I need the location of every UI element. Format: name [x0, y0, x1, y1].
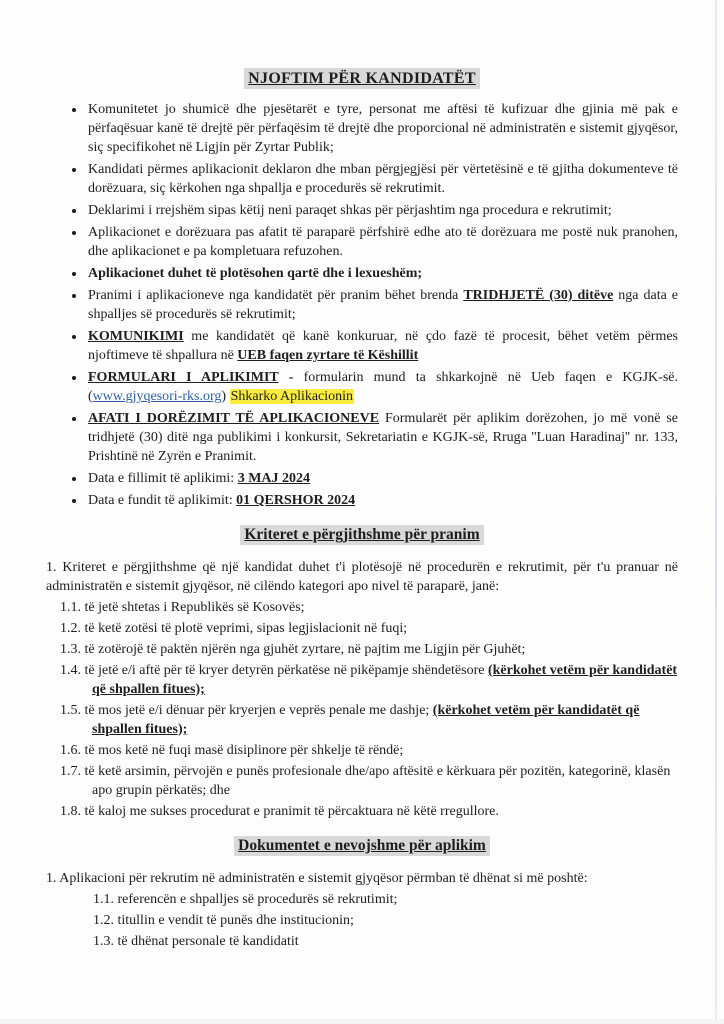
- item-number: 1.3.: [60, 642, 85, 657]
- text-segment: të jetë e/i aftë për të kryer detyrën përkatëse në pikëpamje shëndetësore: [84, 663, 488, 678]
- notice-bullet-item: [86, 368, 678, 406]
- text-segment: me kandidatët që kanë konkuruar, në çdo fazë të procesit, bëhet vetëm përmes njoftimeve të shpallura në: [88, 329, 678, 363]
- notice-bullet-item: [86, 491, 678, 510]
- scan-edge-line: [715, 0, 717, 1024]
- text-segment: të ketë arsimin, përvojën e punës profesionale dhe/apo aftësitë e kërkuara për pozitën, kategorinë, klasën apo grupin përkatës; dhe: [84, 764, 671, 798]
- text-segment: nga data e shpalljes së procedurës së rekrutimit;: [88, 288, 679, 322]
- text-segment: ): [221, 389, 230, 404]
- item-number: 1.1.: [93, 892, 118, 907]
- text-segment: FORMULARI I APLIKIMIT: [88, 370, 279, 385]
- notice-bullet-item: [86, 469, 678, 488]
- text-segment: të mos ketë në fuqi masë disiplinore për shkelje të rëndë;: [84, 743, 404, 758]
- numbered-item: [46, 932, 678, 951]
- numbered-item: [46, 598, 678, 617]
- text-segment: -: [278, 370, 304, 385]
- text-segment: 3 MAJ 2024: [237, 471, 311, 486]
- text-segment: referencën e shpalljes së procedurës së rekrutimit;: [117, 892, 398, 907]
- text-segment: të mos jetë e/i dënuar për kryerjen e veprës penale me dashje;: [84, 703, 433, 718]
- document-title: NJOFTIM PËR KANDIDATËT: [244, 68, 480, 89]
- item-number: 1.2.: [93, 913, 118, 928]
- text-segment: titullin e vendit të punës dhe institucionin;: [117, 913, 354, 928]
- numbered-item: [46, 741, 678, 760]
- text-segment: Aplikacionet e dorëzuara pas afatit të paraparë përfshirë edhe ato të dorëzuara me postë nuk pranohen, dhe aplikacionet e pa kompletuara refuzohen.: [88, 225, 678, 259]
- text-segment: të dhënat personale të kandidatit: [117, 934, 299, 949]
- numbered-item: [46, 802, 678, 821]
- section-heading-row: [46, 836, 678, 856]
- item-number: 1.8.: [60, 804, 85, 819]
- item-number: 1.2.: [60, 621, 85, 636]
- section-required-documents: [46, 836, 678, 951]
- website-link[interactable]: www.gjyqesori-rks.org: [92, 389, 222, 404]
- text-segment: të zotërojë të paktën njërën nga gjuhët zyrtare, në pajtim me Ligjin për Gjuhët;: [84, 642, 526, 657]
- text-segment: Komunitetet jo shumicë dhe pjesëtarët e tyre, personat me aftësi të kufizuar dhe gjinia më pak e përfaqësuar kanë të drejtë për përfaqësim të drejtë dhe proporcional në administratën e sistemit gjyqësor, siç specifikohet në Ligjin për Zyrtar Publik;: [88, 102, 678, 155]
- numbered-item: [46, 701, 678, 739]
- item-number: 1.3.: [93, 934, 118, 949]
- section-intro: 1. Aplikacioni për rekrutim në administratën e sistemit gjyqësor përmban të dhënat si më poshtë:: [46, 871, 588, 886]
- text-segment: Formularët për aplikim dorëzohen, jo më vonë se tridhjetë (30) ditë nga publikimi i konkursit, Sekretariatin e KGJK-së, Rruga ''Luan Haradinaj'' nr. 133, Prishtinë në Zyrën e Pranimit.: [88, 411, 678, 464]
- section-intro: 1. Kriteret e përgjithshme që një kandidat duhet t'i plotësojë në procedurën e rekrutimit, për t'u pranuar në administratën e sistemit gjyqësor, në cilëndo kategori apo nivel të paraparë, janë:: [46, 560, 678, 594]
- section-heading: Kriteret e përgjithshme për pranim: [240, 525, 483, 545]
- numbered-item: [46, 911, 678, 930]
- text-segment: Data e fundit të aplikimit:: [88, 493, 237, 508]
- text-segment: Data e fillimit të aplikimi:: [88, 471, 238, 486]
- notice-bullet-item: [86, 286, 678, 324]
- notice-bullet-item: [86, 160, 678, 198]
- text-segment: KOMUNIKIMI: [88, 329, 184, 344]
- numbered-item: [46, 640, 678, 659]
- section-item-list: [46, 890, 678, 951]
- numbered-item: [46, 619, 678, 638]
- notice-bullet-item: [86, 409, 678, 466]
- text-segment: të ketë zotësi të plotë veprimi, sipas legjislacionit në fuqi;: [84, 621, 408, 636]
- notice-bullet-item: [86, 264, 678, 283]
- notice-bullet-item: [86, 327, 678, 365]
- scan-bottom-shadow: [0, 1019, 724, 1024]
- numbered-item: [46, 762, 678, 800]
- text-segment: Aplikacionet duhet të plotësohen qartë dhe i lexueshëm;: [88, 266, 423, 281]
- numbered-item: [46, 661, 678, 699]
- text-segment: TRIDHJETË (30) ditëve: [463, 288, 614, 303]
- section-heading-row: [46, 525, 678, 545]
- text-segment: UEB faqen zyrtare të Këshillit: [237, 348, 419, 363]
- download-application-link[interactable]: Shkarko Aplikacionin: [230, 389, 354, 404]
- item-number: 1.7.: [60, 764, 85, 779]
- item-number: 1.5.: [60, 703, 85, 718]
- item-number: 1.4.: [60, 663, 85, 678]
- numbered-item: [46, 890, 678, 909]
- text-segment: të kaloj me sukses procedurat e pranimit të përcaktuara në këtë rregullore.: [84, 804, 499, 819]
- text-segment: Pranimi i aplikacioneve nga kandidatët për pranim bëhet brenda: [88, 288, 464, 303]
- text-segment: (kërkohet vetëm për kandidatët që shpallen fitues);: [92, 663, 678, 697]
- section-general-criteria: [46, 525, 678, 821]
- notice-bullet-item: [86, 223, 678, 261]
- text-segment: të jetë shtetas i Republikës së Kosovës;: [84, 600, 305, 615]
- item-number: 1.6.: [60, 743, 85, 758]
- notice-bullet-list: [46, 100, 678, 510]
- text-segment: Kandidati përmes aplikacionit deklaron dhe mban përgjegjësi për vërtetësinë e të gjitha dokumenteve të dorëzuara, siç kërkohen nga shpallja e procedurës së rekrutimit.: [88, 162, 678, 196]
- notice-bullet-item: [86, 201, 678, 220]
- item-number: 1.1.: [60, 600, 85, 615]
- notice-bullet-item: [86, 100, 678, 157]
- text-segment: formularin mund ta shkarkojnë në Ueb faqen e KGJK-së. (: [88, 370, 678, 404]
- section-heading: Dokumentet e nevojshme për aplikim: [234, 836, 490, 856]
- text-segment: AFATI I DORËZIMIT TË APLIKACIONEVE: [88, 411, 380, 426]
- section-item-list: [46, 598, 678, 821]
- text-segment: (kërkohet vetëm për kandidatët që shpallen fitues);: [92, 703, 640, 737]
- text-segment: Deklarimi i rrejshëm sipas këtij neni paraqet shkas për përjashtim nga procedura e rekrutimit;: [88, 203, 612, 218]
- text-segment: 01 QERSHOR 2024: [236, 493, 356, 508]
